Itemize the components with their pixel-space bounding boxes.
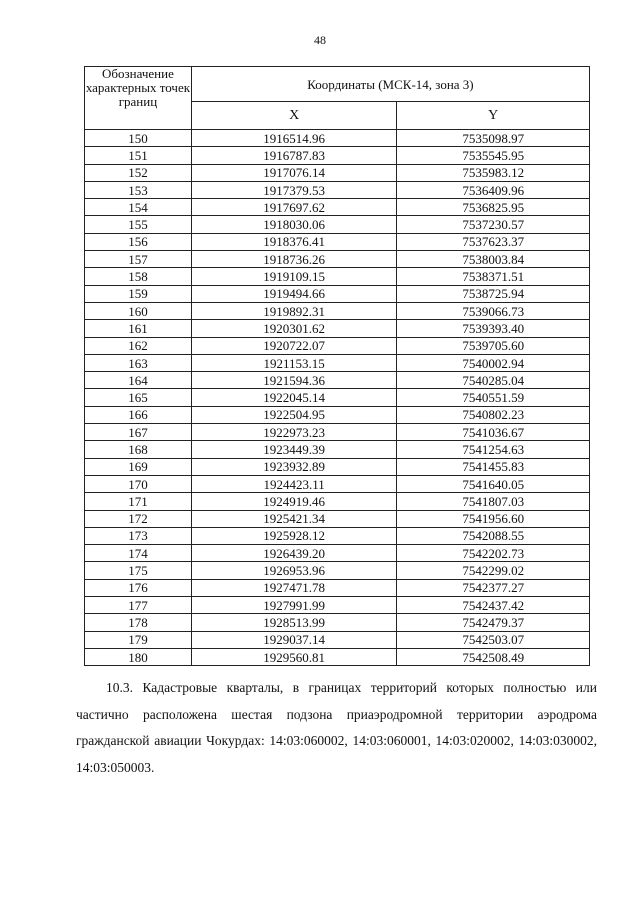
x-coordinate-cell: 1921594.36 [191,372,397,389]
x-coordinate-cell: 1927991.99 [191,597,397,614]
y-coordinate-cell: 7539393.40 [397,320,590,337]
x-coordinate-cell: 1924919.46 [191,493,397,510]
y-coordinate-cell: 7542508.49 [397,648,590,665]
point-cell: 162 [85,337,192,354]
y-coordinate-cell: 7539066.73 [397,302,590,319]
x-coordinate-cell: 1922045.14 [191,389,397,406]
x-coordinate-cell: 1922504.95 [191,406,397,423]
table-row [85,597,590,614]
y-coordinate-cell: 7542479.37 [397,614,590,631]
y-coordinate-cell: 7542377.27 [397,579,590,596]
y-coordinate-cell: 7540002.94 [397,354,590,371]
y-coordinate-cell: 7542088.55 [397,527,590,544]
page-number: 48 [314,33,326,47]
y-coordinate-cell: 7542437.42 [397,597,590,614]
point-cell: 172 [85,510,192,527]
table-row [85,631,590,648]
table-row [85,285,590,302]
point-cell: 180 [85,648,192,665]
y-coordinate-cell: 7536409.96 [397,181,590,198]
point-cell: 150 [85,130,192,147]
y-coordinate-cell: 7542202.73 [397,545,590,562]
point-cell: 156 [85,233,192,250]
table-row [85,181,590,198]
x-coordinate-cell: 1925928.12 [191,527,397,544]
table-row [85,458,590,475]
x-coordinate-cell: 1929037.14 [191,631,397,648]
y-coordinate-cell: 7541455.83 [397,458,590,475]
x-coordinate-cell: 1929560.81 [191,648,397,665]
table-row [85,648,590,665]
point-cell: 171 [85,493,192,510]
y-coordinate-cell: 7540285.04 [397,372,590,389]
table-row [85,216,590,233]
point-cell: 168 [85,441,192,458]
x-coordinate-cell: 1920722.07 [191,337,397,354]
y-coordinate-cell: 7535983.12 [397,164,590,181]
y-coordinate-cell: 7541807.03 [397,493,590,510]
y-coordinate-cell: 7541254.63 [397,441,590,458]
point-cell: 151 [85,147,192,164]
table-row [85,493,590,510]
point-cell: 174 [85,545,192,562]
point-cell: 173 [85,527,192,544]
point-cell: 167 [85,424,192,441]
x-coordinate-cell: 1928513.99 [191,614,397,631]
table-row [85,406,590,423]
x-coordinate-cell: 1918376.41 [191,233,397,250]
point-cell: 154 [85,199,192,216]
x-coordinate-cell: 1924423.11 [191,475,397,492]
x-coordinate-cell: 1918030.06 [191,216,397,233]
x-coordinate-cell: 1923449.39 [191,441,397,458]
y-coordinate-cell: 7538003.84 [397,251,590,268]
table-row [85,527,590,544]
y-coordinate-cell: 7541640.05 [397,475,590,492]
y-coordinate-cell: 7540551.59 [397,389,590,406]
y-coordinate-cell: 7538371.51 [397,268,590,285]
point-cell: 169 [85,458,192,475]
point-cell: 176 [85,579,192,596]
x-coordinate-cell: 1922973.23 [191,424,397,441]
x-coordinate-cell: 1916787.83 [191,147,397,164]
x-coordinate-cell: 1927471.78 [191,579,397,596]
point-cell: 152 [85,164,192,181]
point-cell: 170 [85,475,192,492]
table-row [85,337,590,354]
table-row [85,510,590,527]
x-coordinate-cell: 1918736.26 [191,251,397,268]
point-cell: 163 [85,354,192,371]
point-cell: 155 [85,216,192,233]
x-coordinate-cell: 1917076.14 [191,164,397,181]
x-coordinate-cell: 1925421.34 [191,510,397,527]
point-cell: 164 [85,372,192,389]
point-cell: 153 [85,181,192,198]
coordinates-table [84,66,590,666]
table-row [85,233,590,250]
point-cell: 166 [85,406,192,423]
point-cell: 160 [85,302,192,319]
x-coordinate-cell: 1919494.66 [191,285,397,302]
table-row [85,302,590,319]
point-cell: 161 [85,320,192,337]
y-coordinate-cell: 7535098.97 [397,130,590,147]
x-coordinate-cell: 1923932.89 [191,458,397,475]
x-coordinate-cell: 1916514.96 [191,130,397,147]
table-row [85,424,590,441]
point-cell: 178 [85,614,192,631]
table-row [85,614,590,631]
cadastral-quarters-paragraph: 10.3. Кадастровые кварталы, в границах территорий которых полностью или частично расположена шестая подзона приаэродромной территории аэродрома гражданской авиации Чокурдах: 14:03:060002, 14:03:060001, 14:03:020002, 14:03:030002, 14:03:050003. [76,680,597,775]
point-column-header: Обозначение характерных точек границ [85,67,192,130]
y-coordinate-cell: 7536825.95 [397,199,590,216]
x-coordinate-cell: 1926439.20 [191,545,397,562]
x-coordinate-cell: 1917697.62 [191,199,397,216]
y-coordinate-cell: 7537230.57 [397,216,590,233]
y-coordinate-cell: 7540802.23 [397,406,590,423]
y-coordinate-cell: 7537623.37 [397,233,590,250]
y-column-header: Y [397,102,590,130]
table-row [85,147,590,164]
point-cell: 177 [85,597,192,614]
y-coordinate-cell: 7541036.67 [397,424,590,441]
table-row [85,389,590,406]
y-coordinate-cell: 7542299.02 [397,562,590,579]
x-coordinate-cell: 1920301.62 [191,320,397,337]
x-column-header: X [191,102,397,130]
table-row [85,320,590,337]
point-cell: 158 [85,268,192,285]
point-cell: 165 [85,389,192,406]
y-coordinate-cell: 7538725.94 [397,285,590,302]
table-row [85,579,590,596]
table-row [85,164,590,181]
table-row [85,562,590,579]
table-row [85,130,590,147]
x-coordinate-cell: 1921153.15 [191,354,397,371]
x-coordinate-cell: 1917379.53 [191,181,397,198]
table-row [85,441,590,458]
y-coordinate-cell: 7535545.95 [397,147,590,164]
table-row [85,354,590,371]
x-coordinate-cell: 1926953.96 [191,562,397,579]
table-row [85,268,590,285]
x-coordinate-cell: 1919109.15 [191,268,397,285]
table-row [85,251,590,268]
table-row [85,545,590,562]
y-coordinate-cell: 7539705.60 [397,337,590,354]
point-cell: 157 [85,251,192,268]
y-coordinate-cell: 7541956.60 [397,510,590,527]
point-cell: 159 [85,285,192,302]
point-cell: 175 [85,562,192,579]
y-coordinate-cell: 7542503.07 [397,631,590,648]
coordinates-column-header: Координаты (МСК-14, зона 3) [191,67,589,102]
x-coordinate-cell: 1919892.31 [191,302,397,319]
table-row [85,475,590,492]
table-body [85,130,590,666]
table-row [85,372,590,389]
table-row [85,199,590,216]
point-cell: 179 [85,631,192,648]
